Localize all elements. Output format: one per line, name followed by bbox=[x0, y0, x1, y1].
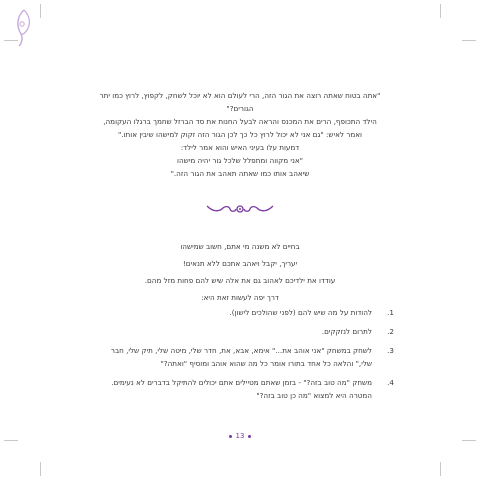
scroll-ornament-icon bbox=[205, 202, 275, 216]
dot-icon bbox=[248, 435, 251, 438]
text-line: בחיים לא משנה מי אתם, חשוב שמישהו bbox=[180, 242, 300, 251]
text-line: שיאהב אותו כמו שאתה תאהב את הגור הזה." bbox=[170, 169, 310, 178]
list-number: 4. bbox=[387, 378, 394, 387]
numbered-list bbox=[94, 306, 394, 408]
advice-paragraph bbox=[62, 240, 418, 308]
dot-icon bbox=[229, 435, 232, 438]
crop-mark bbox=[462, 440, 476, 441]
text-line: עודדו את ילדיכם לאהוב גם את אלה שיש להם פחות מזל מהם. bbox=[144, 276, 336, 285]
text-line: "אני מקווה ומתפלל שלכל גור יהיה מישהו bbox=[176, 156, 303, 165]
leaf-ornament-icon bbox=[13, 8, 35, 48]
text-line: הגורים?" bbox=[226, 104, 254, 113]
text-line: משחק "מה טוב בזה?" - בזמן שאתם מטיילים אתם יכולים להתיקל בדברים לא נעימים. bbox=[111, 378, 372, 387]
crop-mark bbox=[4, 440, 18, 441]
story-paragraph bbox=[80, 89, 400, 180]
crop-mark bbox=[440, 462, 441, 476]
text-line: להודות על מה שיש להם (לפני שהולכים לישון). bbox=[229, 308, 372, 317]
list-item bbox=[94, 325, 394, 338]
crop-mark bbox=[440, 4, 441, 18]
text-line: המטרה היא למצוא "מה כן טוב בזה?" bbox=[256, 391, 372, 400]
text-line: שלי," והלאה כל אחד בתורו אומר כל מה שהוא אוהב ומוסיף "ואתה?" bbox=[160, 359, 372, 368]
page-footer bbox=[0, 432, 480, 440]
page-number: 13 bbox=[235, 432, 245, 440]
list-number: 2. bbox=[387, 327, 394, 336]
list-item bbox=[94, 306, 394, 319]
list-number: 3. bbox=[387, 346, 394, 355]
list-item bbox=[94, 344, 394, 370]
text-line: דמעות עלו בעיני האיש והוא אמר לילד: bbox=[180, 143, 300, 152]
text-line: לשחק במשחק "אני אוהב את..." אימא, אבא, את, חדר שלי, מיטה שלי, תיק שלי, חבר bbox=[110, 346, 372, 355]
text-line: ואמר לאיש: "גם אני לא יכול לרוץ כל כך לכן הגור הזה זקוק למישהו שיבין אותו." bbox=[118, 130, 362, 139]
list-number: 1. bbox=[387, 308, 394, 317]
text-line: יעריך, יקבל ויאהב אתכם ללא תנאים! bbox=[182, 259, 298, 268]
text-line: לתרום לנזקקים. bbox=[321, 327, 372, 336]
text-line: דרך יפה לעשות זאת היא: bbox=[201, 293, 279, 302]
crop-mark bbox=[462, 40, 476, 41]
text-line: "אתה בטוח שאתה רוצה את הגור הזה, הרי לעולם הוא לא יוכל לשחק, לקפוץ, לרוץ כמו יתר bbox=[99, 91, 381, 100]
crop-mark bbox=[40, 462, 41, 476]
crop-mark bbox=[40, 4, 41, 18]
text-line: הילד התכופף, הרים את המכנס והראה לבעל החנות את סד הברזל שחמך ברגלו העקומה, bbox=[103, 117, 377, 126]
list-item bbox=[94, 376, 394, 402]
